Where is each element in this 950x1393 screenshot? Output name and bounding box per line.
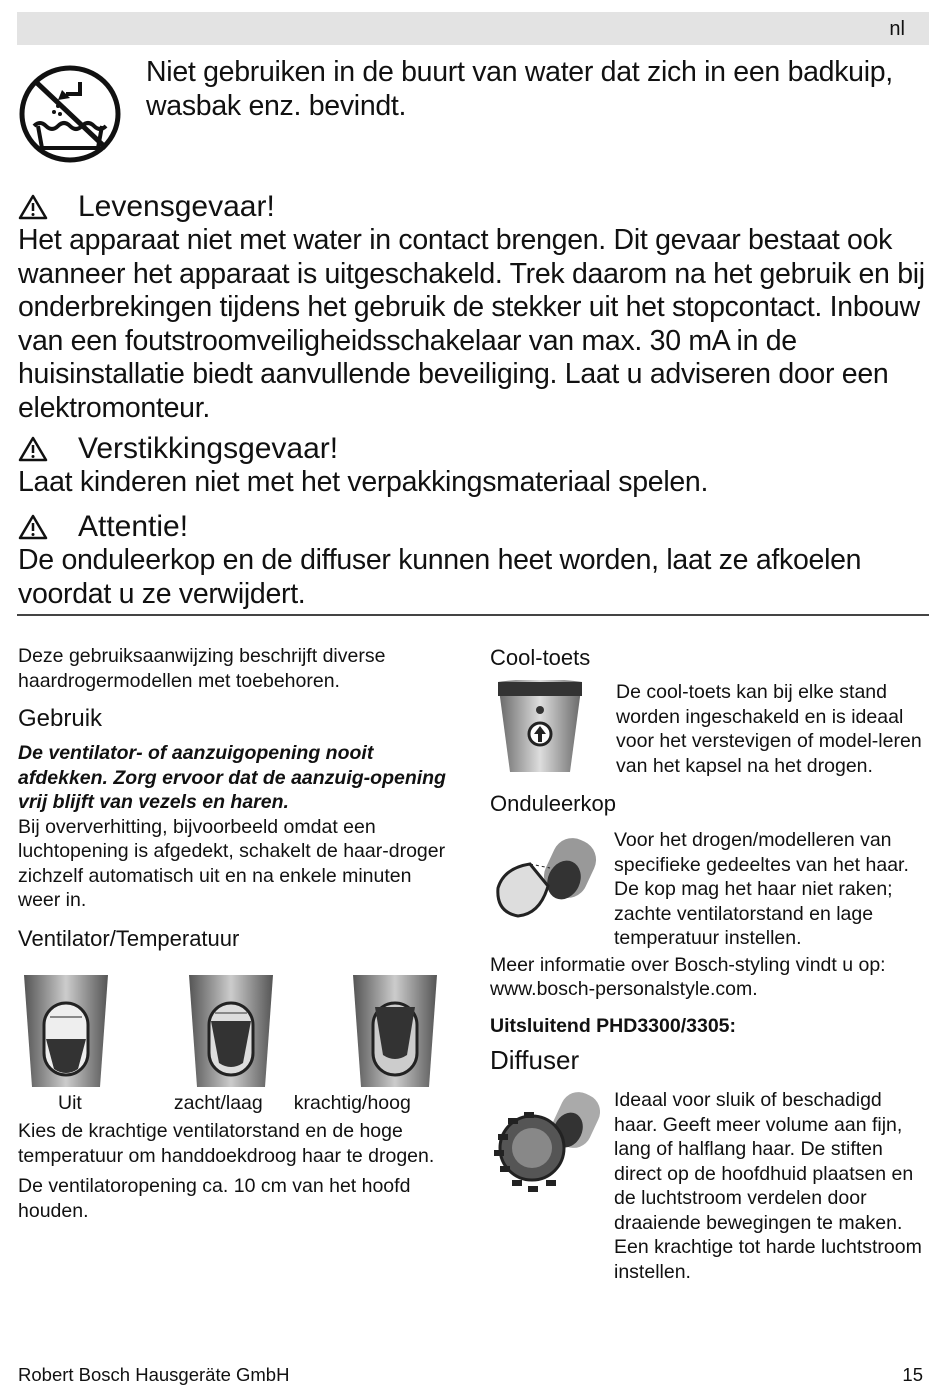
warning-title: Attentie! <box>78 510 189 543</box>
no-bath-icon <box>18 64 122 164</box>
warning-title: Verstikkingsgevaar! <box>78 432 339 465</box>
gebruik-warning: De ventilator- of aanzuigopening nooit afdekken. Zorg ervoor dat de aanzuig-opening vrij blijft van vezels en haren. <box>18 742 446 813</box>
cool-text: De cool-toets kan bij elke stand worden ingeschakeld en is ideaal voor het verstevigen of model-leren van het kapsel na het drogen. <box>616 681 922 777</box>
page-footer <box>18 1364 923 1386</box>
fan-high-illustration <box>347 975 443 1087</box>
more-info-text: Meer informatie over Bosch-styling vindt u op: www.bosch-personalstyle.com. <box>490 953 886 1000</box>
warning-triangle-icon <box>18 193 48 221</box>
diffuser-illustration <box>490 1088 600 1198</box>
header-bar <box>17 12 929 45</box>
gebruik-heading: Gebruik <box>18 705 103 732</box>
onduleerkop-heading: Onduleerkop <box>490 791 616 816</box>
warning-triangle-icon <box>18 435 48 463</box>
warning-triangle-icon <box>18 513 48 541</box>
warning-text: Laat kinderen niet met het verpakkingsmateriaal spelen. <box>18 466 709 498</box>
right-column <box>490 644 930 1284</box>
intro-text: Deze gebruiksaanwijzing beschrijft diverse haardrogermodellen met toebehoren. <box>18 645 386 692</box>
fan-text-1: Kies de krachtige ventilatorstand en de hoge temperatuur om handdoekdroog haar te drogen. <box>18 1120 435 1167</box>
onduleerkop-text: Voor het drogen/modelleren van specifieke gedeeltes van het haar. De kop mag het haar niet raken; zachte ventilatorstand en lage temperatuur instellen. <box>614 829 909 949</box>
exclusive-models: Uitsluitend PHD3300/3305: <box>490 1014 737 1037</box>
page-number: 15 <box>902 1364 923 1385</box>
language-label: nl <box>889 18 905 40</box>
cool-button-illustration <box>490 680 590 776</box>
gebruik-text: Bij oververhitting, bijvoorbeeld omdat een luchtopening is afgedekt, schakelt de haar-droger zichzelf automatisch uit en na enkele minuten weer in. <box>18 815 446 911</box>
fan-text-2: De ventilatoropening ca. 10 cm van het hoofd houden. <box>18 1175 411 1222</box>
fan-switch-figures <box>18 975 443 1087</box>
left-column <box>18 644 458 1223</box>
fan-off-illustration <box>18 975 114 1087</box>
warning-text: Het apparaat niet met water in contact brengen. Dit gevaar bestaat ook wanneer het apparaat is uitgeschakeld. Trek daarom na het gebruik en bij onderbrekingen tijdens het gebruik de stekker uit het stopcontact. Inbouw van een foutstroomveiligheidsschakelaar van max. 30 mA in de huisinstallatie biedt aanvullende beveiliging. Laat u adviseren door een elektromonteur. <box>18 224 925 424</box>
fan-low-illustration <box>183 975 279 1087</box>
onduleerkop-illustration <box>490 828 600 924</box>
fan-label-off: Uit <box>58 1091 82 1114</box>
warning-life-danger <box>18 190 930 425</box>
cool-heading: Cool-toets <box>490 645 591 670</box>
warning-suffocation <box>18 432 930 500</box>
diffuser-text: Ideaal voor sluik of beschadigd haar. Geeft meer volume aan fijn, lang of halflang haar. De stiften direct op de hoofdhuid plaatsen en de luchtstroom verdelen door draaiende bewegingen te maken. Een krachtige tot harde luchtstroom instellen. <box>614 1089 922 1283</box>
fan-heading: Ventilator/Temperatuur <box>18 925 240 951</box>
footer-company: Robert Bosch Hausgeräte GmbH <box>18 1364 290 1385</box>
fan-label-low: zacht/laag <box>173 1091 263 1114</box>
water-warning-text: Niet gebruiken in de buurt van water dat zich in een badkuip, wasbak enz. bevindt. <box>146 56 893 122</box>
warning-text: De onduleerkop en de diffuser kunnen heet worden, laat ze afkoelen voordat u ze verwijdert. <box>18 544 862 610</box>
warning-title: Levensgevaar! <box>78 190 275 223</box>
section-divider <box>17 614 929 616</box>
fan-labels <box>18 1091 458 1116</box>
fan-label-high: krachtig/hoog <box>293 1091 411 1114</box>
diffuser-heading: Diffuser <box>490 1045 580 1075</box>
warning-attention <box>18 510 930 611</box>
